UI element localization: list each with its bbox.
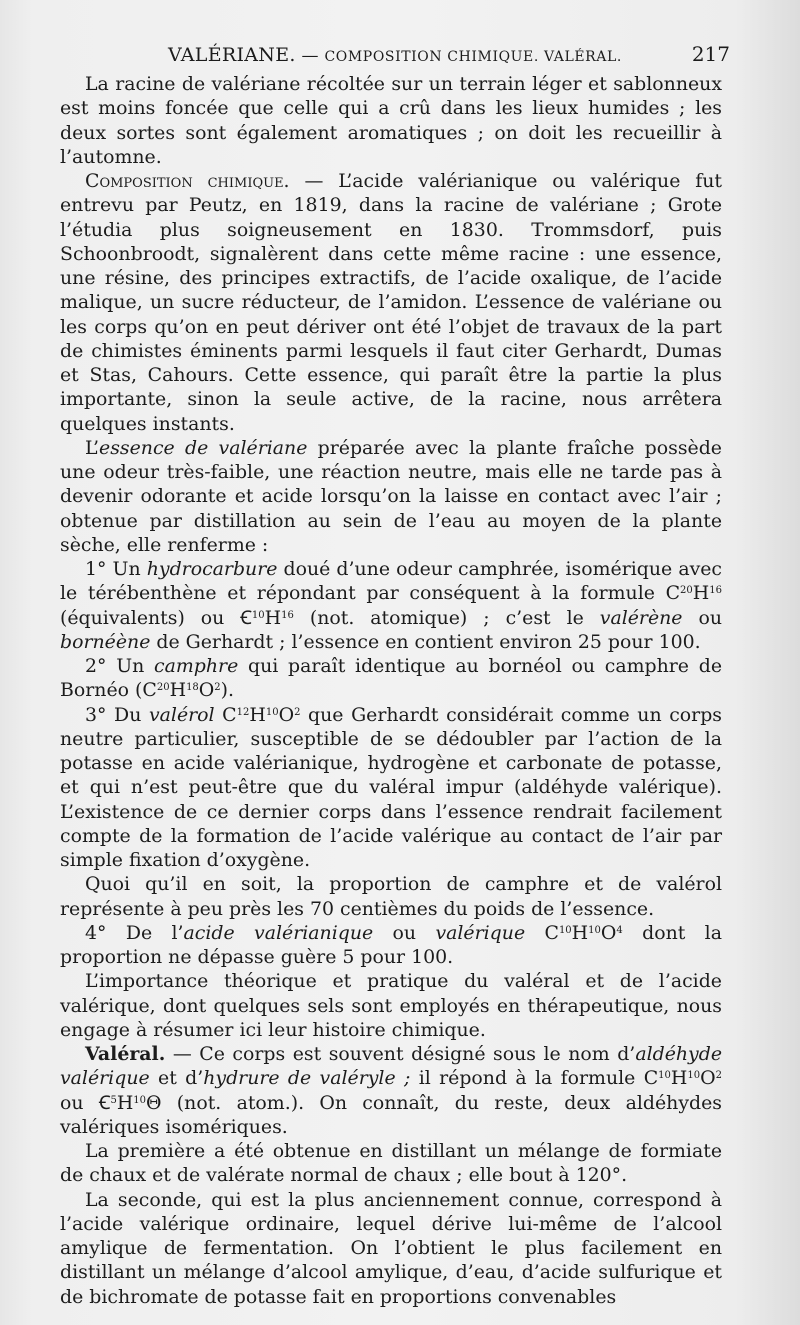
paragraph-text: doué d’une odeur camphrée, isomérique avec le térébenthène et répondant par conséquent à la formule C	[60, 558, 723, 605]
paragraph-text: préparée avec la plante fraîche possède une odeur très-faible, une réaction neutre, mais elle ne tarde pas à devenir odorante et acide lorsqu’on la laisse en contact avec l’air ; obtenue par distillation au sein de l’eau au moyen de la plante sèche, elle renferme :	[60, 436, 722, 556]
italic-term: bornéène	[60, 630, 151, 653]
formula-symbol: Ꞓ	[98, 1091, 111, 1114]
paragraph-text: ou	[373, 921, 436, 944]
formula-subscript: 10	[658, 1070, 671, 1082]
formula-symbol: H	[692, 582, 710, 605]
paragraph-text: ).	[220, 679, 235, 702]
formula-subscript: 18	[186, 682, 199, 694]
running-header	[60, 40, 730, 74]
italic-term: valérol	[148, 703, 215, 726]
formula-subscript: 20	[156, 682, 170, 694]
italic-term: essence de valériane	[99, 436, 308, 459]
header-subtitle: COMPOSITION CHIMIQUE. VALÉRAL.	[324, 49, 622, 65]
paragraph-text: 2° Un	[85, 655, 155, 677]
formula-symbol: Ꞓ	[240, 606, 252, 629]
paragraph-text: que Gerhardt considérait comme un corps neutre particulier, susceptible de se dédoubler par l’action de la potasse en acide valérianique, hydrogène et carbonate de potasse, et qui n’est peut-être que du valéral impur (aldéhyde valérique). L’existence de ce dernier corps dans l’essence rendrait facilement compte de la formation de l’acide valérique au contact de l’air par simple fixation d’oxygène.	[60, 703, 722, 871]
paragraph-text: il répond à la formule C	[410, 1067, 659, 1090]
italic-term: valérène	[599, 606, 683, 629]
formula-subscript: 10	[558, 924, 572, 936]
paragraph-importance	[60, 969, 722, 1042]
formula-subscript: 16	[709, 585, 722, 597]
formula-subscript: 2	[294, 706, 301, 718]
paragraph-harvest	[60, 72, 722, 169]
paragraph-composition	[60, 169, 722, 436]
running-title	[60, 44, 730, 66]
formula-subscript: 12	[236, 706, 250, 718]
formula-symbol: H	[116, 1091, 134, 1114]
paragraph-seconde	[60, 1188, 722, 1309]
formula-subscript: 10	[251, 609, 265, 621]
italic-term: hydrocarbure	[146, 558, 278, 580]
paragraph-text: dont la proportion ne dépasse guère 5 pour 100.	[60, 921, 722, 968]
paragraph-text: ou	[60, 1091, 99, 1114]
page-number: 217	[691, 42, 730, 66]
paragraph-text: (not. atom.). On connaît, du reste, deux aldéhydes valériques isomériques.	[60, 1091, 722, 1138]
italic-term: hydrure de valéryle ;	[203, 1067, 411, 1090]
paragraph-text: 4° De l’	[85, 921, 184, 944]
formula-subscript: 16	[281, 609, 294, 621]
formula-subscript: 10	[133, 1094, 147, 1106]
formula-subscript: 2	[214, 682, 221, 694]
paragraph-hydrocarbure	[60, 557, 722, 654]
formula-subscript: 10	[265, 706, 279, 718]
formula-symbol: O	[700, 1067, 716, 1090]
paragraph-text: La racine de valériane récoltée sur un terrain léger et sablonneux est moins foncée que celle qui a crû dans les lieux humides ; les deux sortes sont également aromatiques ; on doit les recueillir à l’automne.	[60, 73, 722, 168]
body-text	[60, 72, 722, 1309]
italic-term: camphre	[154, 655, 239, 677]
paragraph-text: qui paraît identique au bornéol ou camphre de Bornéo (C	[60, 655, 722, 702]
formula-symbol: H	[264, 606, 282, 629]
paragraph-text: La seconde, qui est la plus anciennement connue, correspond à l’acide valérique ordinaire, lequel dérive lui-même de l’alcool amylique de fermentation. On l’obtient le plus facilement en distillant un mélange d’alcool amylique, d’eau, d’acide sulfurique et de bichromate de potasse fait en proportions convenables	[60, 1188, 722, 1308]
paragraph-camphre	[60, 654, 722, 703]
formula-symbol: C	[525, 921, 559, 944]
paragraph-essence	[60, 436, 722, 557]
section-heading-valeral: Valéral.	[85, 1043, 166, 1065]
paragraph-text: et d’	[149, 1067, 204, 1090]
italic-term: acide valérianique	[183, 921, 374, 944]
paragraph-text: 3° Du	[85, 703, 149, 726]
formula-symbol: H	[571, 921, 589, 944]
formula-subscript: 5	[110, 1094, 117, 1106]
header-dash: —	[295, 46, 325, 66]
formula-subscript: 20	[680, 585, 693, 597]
italic-term: valérique	[435, 921, 526, 944]
paragraph-valeral	[60, 1042, 722, 1139]
formula-symbol: Θ	[146, 1091, 162, 1114]
paragraph-text: de Gerhardt ; l’essence en contient environ 25 pour 100.	[150, 630, 701, 653]
formula-symbol: H	[249, 703, 266, 726]
formula-symbol: O	[600, 921, 617, 944]
formula-symbol: H	[169, 679, 187, 702]
formula-subscript: 10	[588, 924, 601, 936]
paragraph-text: (équivalents) ou	[60, 606, 241, 629]
paragraph-text: 1° Un	[85, 558, 147, 580]
paragraph-text: La première a été obtenue en distillant un mélange de formiate de chaux et de valérate normal de chaux ; elle bout à 120°.	[60, 1140, 722, 1187]
formula-subscript: 10	[687, 1070, 701, 1082]
paragraph-text: — L’acide valérianique ou valérique fut entrevu par Peutz, en 1819, dans la racine de valériane ; Grote l’étudia plus soigneusement en 1830. Trommsdorf, puis Schoonbroodt, signalèrent dans cette même racine : une essence, une résine, des principes extractifs, de l’acide oxalique, de l’acide malique, un sucre réducteur, de l’amidon. L’essence de valériane ou les corps qu’on en peut dériver ont été l’objet de travaux de la part de chimistes éminents parmi lesquels il faut citer Gerhardt, Dumas et Stas, Cahours. Cette essence, qui paraît être la partie la plus importante, sinon la seule active, de la racine, nous arrêtera quelques instants.	[60, 170, 722, 435]
paragraph-text: — Ce corps est souvent désigné sous le nom d’	[165, 1043, 636, 1065]
italic-term: aldéhyde valérique	[60, 1043, 722, 1090]
paragraph-text: Quoi qu’il en soit, la proportion de camphre et de valérol représente à peu près les 70 centièmes du poids de l’essence.	[60, 873, 722, 920]
formula-symbol: C	[214, 703, 237, 726]
paragraph-text: (not. atomique) ; c’est le	[293, 606, 600, 629]
formula-symbol: O	[198, 679, 215, 702]
paragraph-text: L’importance théorique et pratique du valéral et de l’acide valérique, dont quelques sels sont employés en thérapeutique, nous engage à résumer ici leur histoire chimique.	[60, 970, 722, 1041]
paragraph-proportion	[60, 872, 722, 921]
section-heading-composition: Composition chimique.	[85, 170, 290, 192]
paragraph-text: ou	[682, 606, 722, 629]
formula-symbol: O	[278, 703, 295, 726]
formula-subscript: 4	[616, 924, 623, 936]
paragraph-valerol	[60, 703, 722, 873]
header-title: VALÉRIANE.	[168, 44, 296, 66]
paragraph-text: L’	[85, 436, 100, 459]
paragraph-acide	[60, 921, 722, 970]
paragraph-premiere	[60, 1139, 722, 1188]
formula-symbol: H	[670, 1067, 688, 1090]
formula-subscript: 2	[715, 1070, 722, 1082]
